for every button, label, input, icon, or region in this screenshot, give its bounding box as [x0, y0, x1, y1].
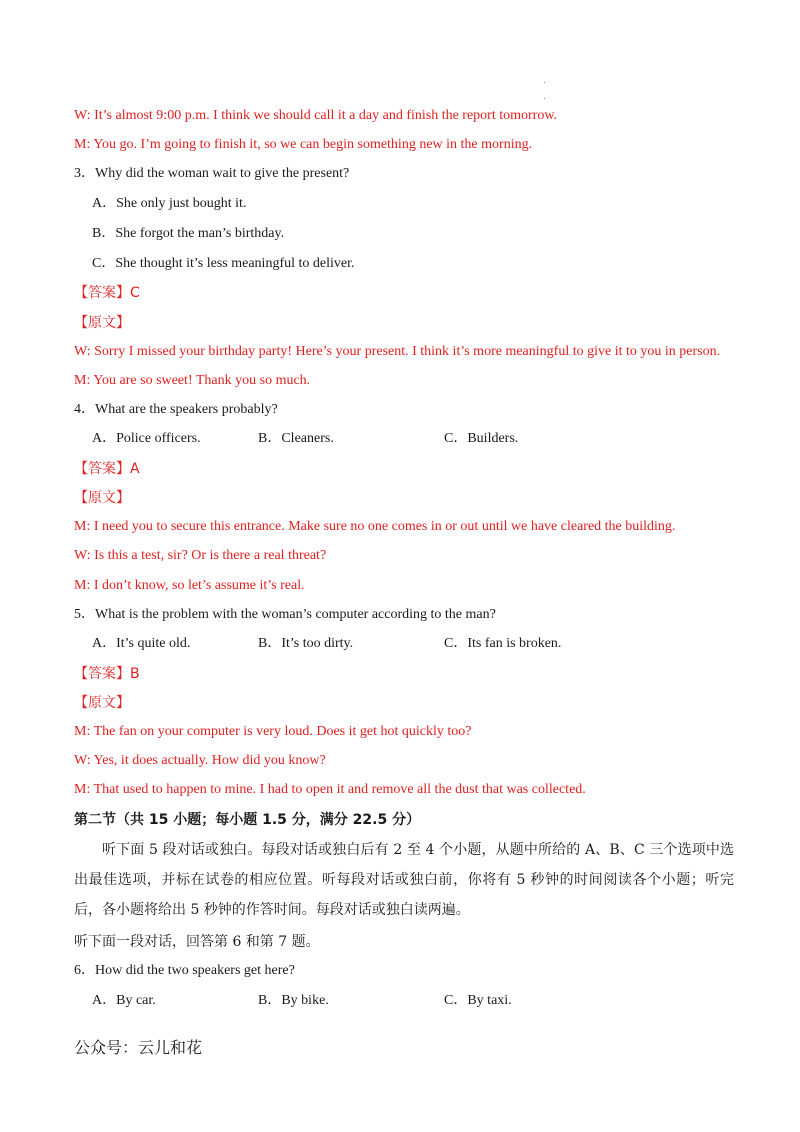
transcript-line: M: You go. I’m going to finish it, so we can begin something new in the morning. — [74, 137, 533, 152]
question-6: 6．How did the two speakers get here? — [74, 963, 295, 978]
q4-answer: 【答案】A — [74, 461, 140, 477]
q6-option-c: C．By taxi. — [444, 993, 512, 1008]
q4-option-c: C．Builders. — [444, 431, 519, 446]
transcript-line: W: It’s almost 9:00 p.m. I think we should call it a day and finish the report tomorrow. — [74, 108, 558, 123]
question-5: 5．What is the problem with the woman’s computer according to the man? — [74, 607, 496, 622]
q3-option-a: A．She only just bought it. — [92, 196, 247, 211]
q3-script-label: 【原文】 — [74, 315, 130, 331]
q5-option-c: C．Its fan is broken. — [444, 636, 562, 651]
q3-option-c: C．She thought it’s less meaningful to deliver. — [92, 256, 355, 271]
q4-script-label: 【原文】 — [74, 490, 130, 506]
section-heading: 第二节（共 15 小题；每小题 1.5 分，满分 22.5 分） — [74, 812, 421, 828]
transcript-line: M: I need you to secure this entrance. Make sure no one comes in or out until we have cleared the building. — [74, 519, 676, 534]
q5-option-b: B．It’s too dirty. — [258, 636, 354, 651]
q5-option-a: A．It’s quite old. — [92, 636, 191, 651]
footer-watermark: 公众号：云儿和花 — [74, 1038, 203, 1057]
transcript-line: M: You are so sweet! Thank you so much. — [74, 373, 311, 388]
transcript-line: M: The fan on your computer is very loud. Does it get hot quickly too? — [74, 724, 472, 739]
q6-option-a: A．By car. — [92, 993, 156, 1008]
transcript-line: W: Is this a test, sir? Or is there a real threat? — [74, 548, 327, 563]
page-speck — [544, 82, 545, 83]
page-speck — [544, 98, 545, 99]
transcript-line: W: Yes, it does actually. How did you know? — [74, 753, 326, 768]
q5-script-label: 【原文】 — [74, 695, 130, 711]
transcript-line: M: I don’t know, so let’s assume it’s real. — [74, 578, 305, 593]
q6-option-b: B．By bike. — [258, 993, 329, 1008]
question-4: 4．What are the speakers probably? — [74, 402, 278, 417]
transcript-line: M: That used to happen to mine. I had to open it and remove all the dust that was collected. — [74, 782, 586, 797]
q3-answer: 【答案】C — [74, 285, 140, 301]
section-instructions: 听下面 5 段对话或独白。每段对话或独白后有 2 至 4 个小题，从题中所给的 A、B、C 三个选项中选出最佳选项，并标在试卷的相应位置。听每段对话或独白前，你将有 5 秒钟的时间阅读各个小题；听完后，各小题将给出 5 秒钟的作答时间。每段对话或独白读两遍。 — [74, 842, 734, 918]
question-3: 3．Why did the woman wait to give the present? — [74, 166, 350, 181]
transcript-line: W: Sorry I missed your birthday party! Here’s your present. I think it’s more meaningful to give it to you in person. — [74, 344, 721, 359]
q5-answer: 【答案】B — [74, 666, 140, 682]
listening-prompt: 听下面一段对话，回答第 6 和第 7 题。 — [74, 934, 320, 950]
q4-option-b: B．Cleaners. — [258, 431, 334, 446]
q4-option-a: A．Police officers. — [92, 431, 201, 446]
q3-option-b: B．She forgot the man’s birthday. — [92, 226, 285, 241]
